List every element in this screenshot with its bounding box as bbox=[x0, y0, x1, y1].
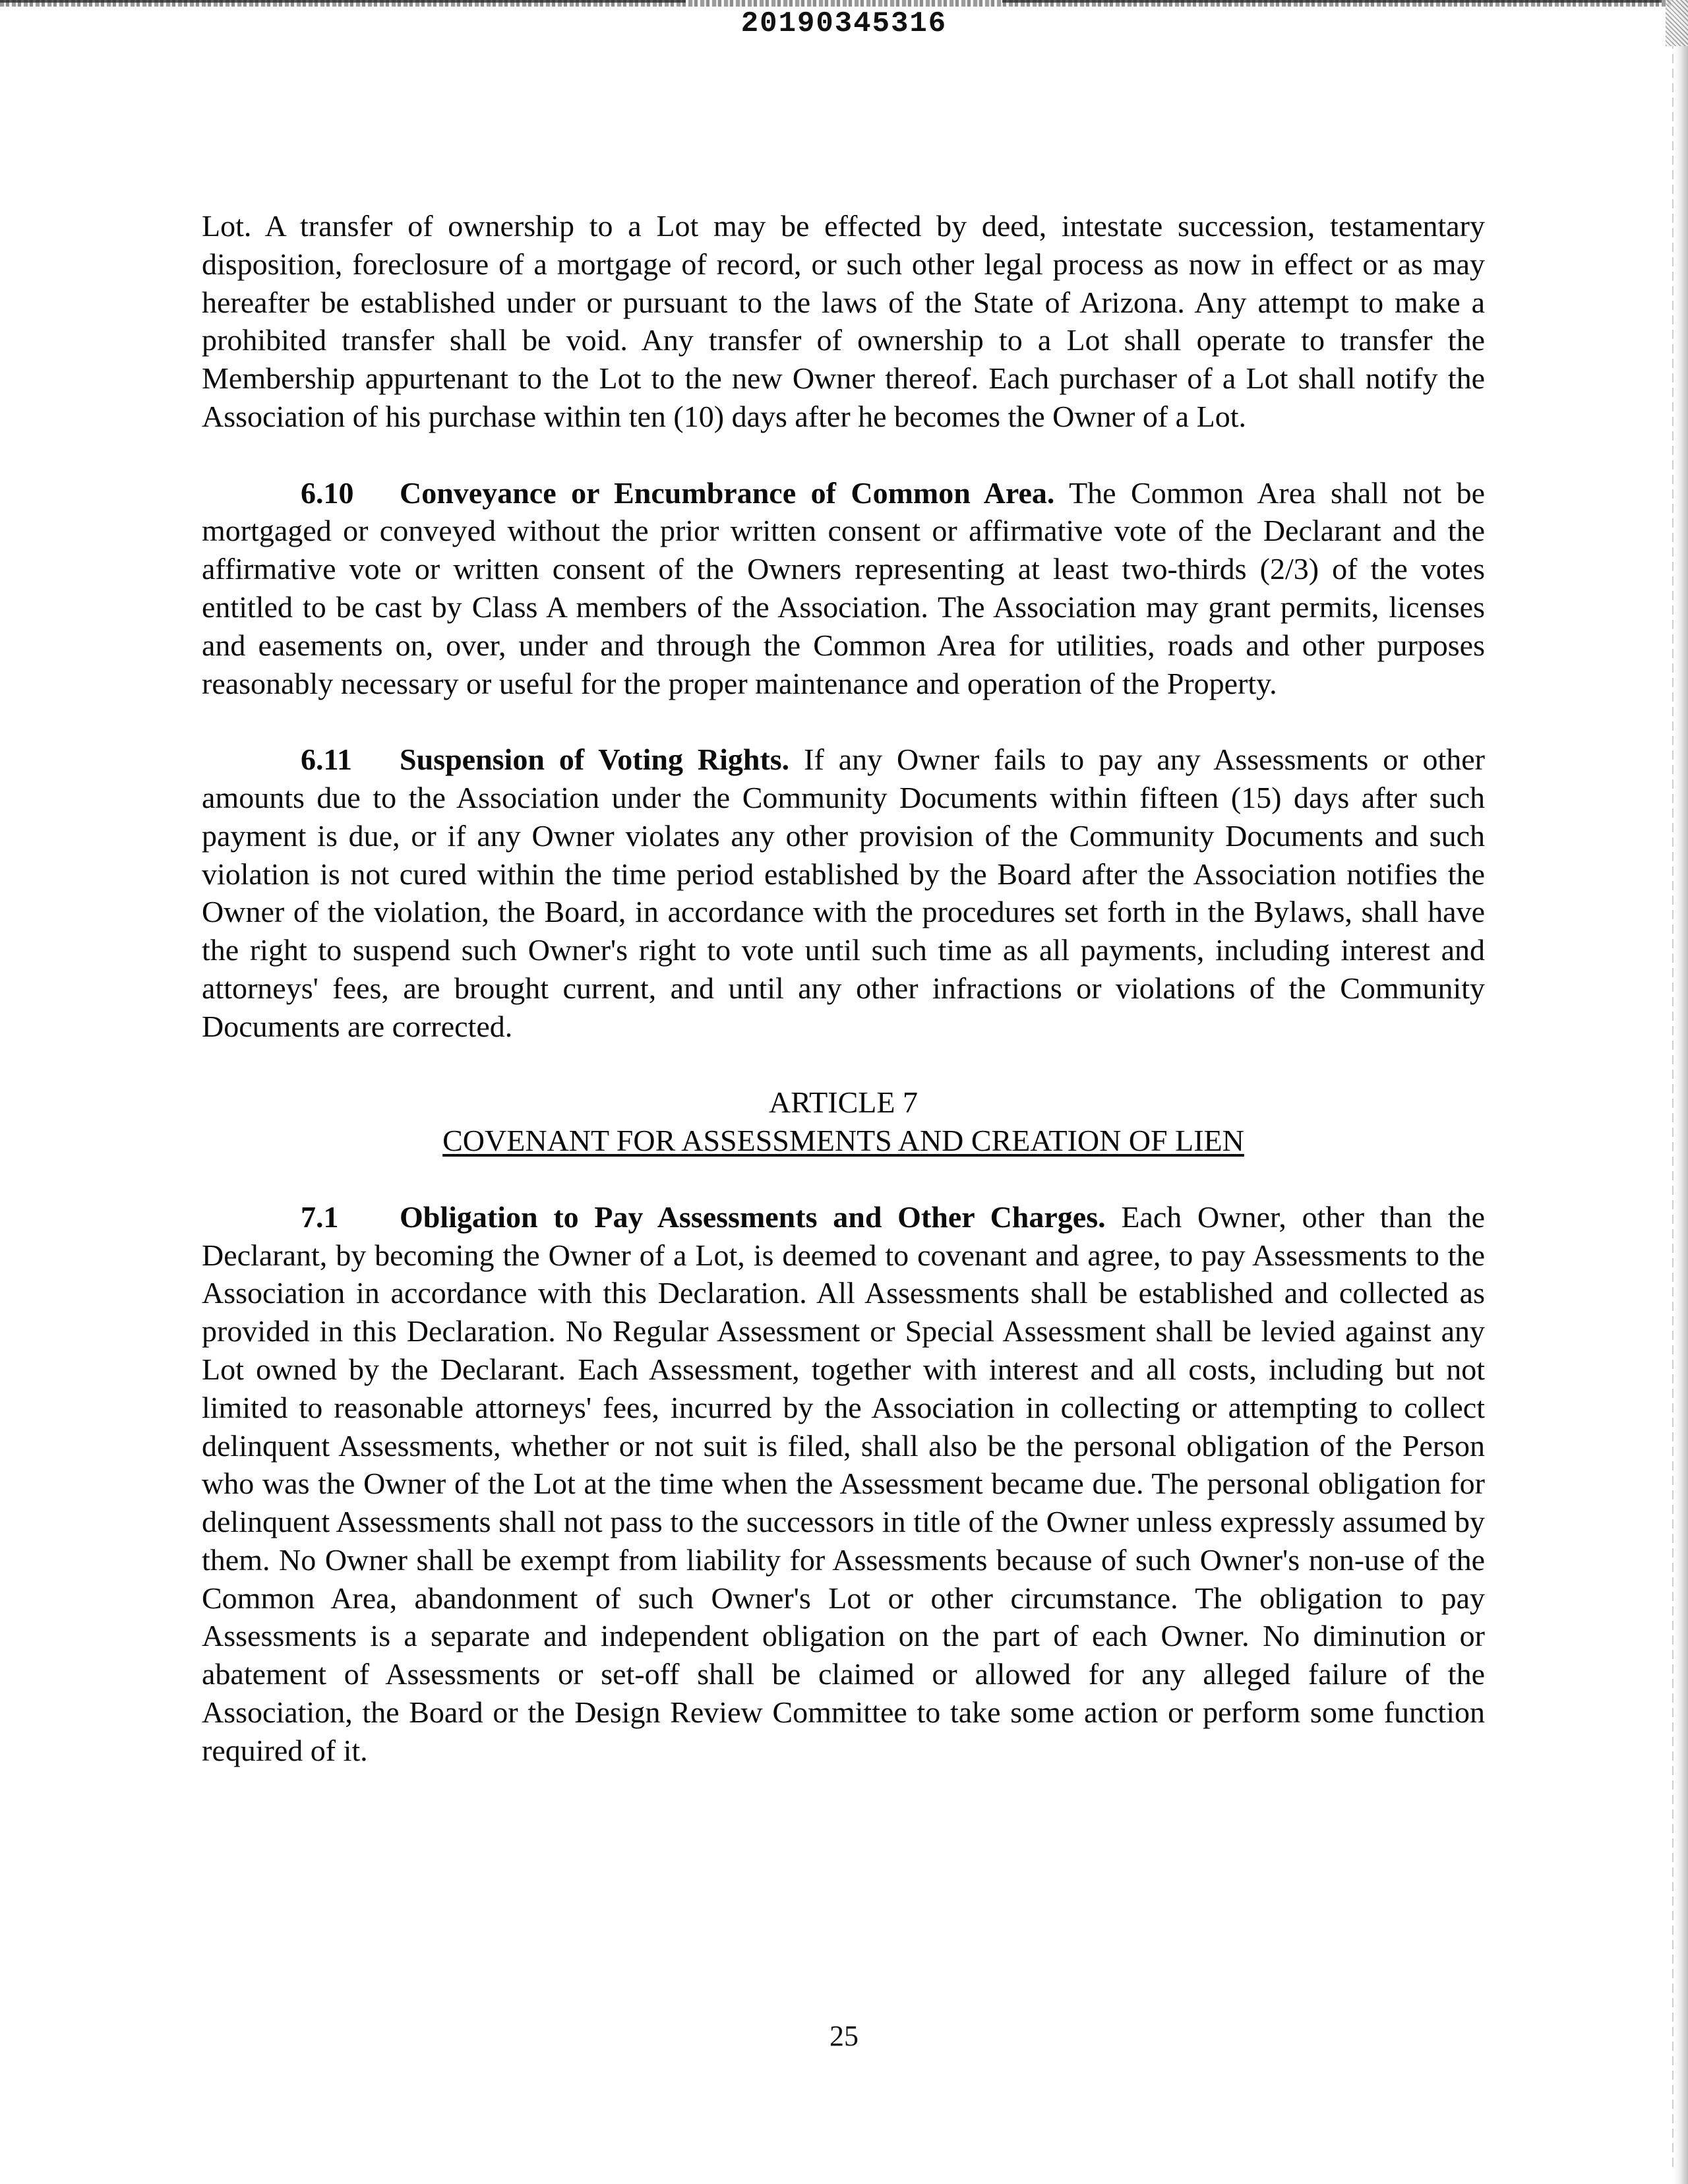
scan-artifact-right-line bbox=[1672, 40, 1673, 2169]
scan-artifact-line-right bbox=[1002, 0, 1662, 3]
section-6-11 bbox=[202, 741, 1485, 1045]
section-text: The Common Area shall not be mortgaged or conveyed without the prior written consent or affirmative vote of the Declarant and the affirmative vote or written consent of the Owners representing at least two-thirds (2/3) of the votes entitled to be cast by Class A members of the Association. The Association may grant permits, licenses and easements on, over, under and through the Common Area for utilities, roads and other purposes reasonably necessary or useful for the proper maintenance and operation of the Property. bbox=[202, 475, 1485, 700]
section-text: If any Owner fails to pay any Assessments or other amounts due to the Association under the Community Documents within fifteen (15) days after such payment is due, or if any Owner violates any other provision of the Community Documents and such violation is not cured within the time period established by the Board after the Association notifies the Owner of the violation, the Board, in accordance with the procedures set forth in the Bylaws, shall have the right to suspend such Owner's right to vote until such time as all payments, including interest and attorneys' fees, are brought current, and until any other infractions or violations of the Community Documents are corrected. bbox=[202, 743, 1485, 1043]
section-title: Conveyance or Encumbrance of Common Area. bbox=[400, 475, 1055, 510]
recording-number: 20190345316 bbox=[725, 7, 963, 41]
section-7-1 bbox=[202, 1198, 1485, 1770]
section-number: 7.1 bbox=[301, 1199, 339, 1234]
scan-artifact-corner bbox=[1666, 0, 1688, 46]
page-number: 25 bbox=[829, 2020, 859, 2052]
section-title: Obligation to Pay Assessments and Other Charges. bbox=[400, 1199, 1106, 1234]
section-text: Each Owner, other than the Declarant, by becoming the Owner of a Lot, is deemed to covenant and agree, to pay Assessments to the Association in accordance with this Declaration. All Assessments shall be established and collected as provided in this Declaration. No Regular Assessment or Special Assessment shall be levied against any Lot owned by the Declarant. Each Assessment, together with interest and all costs, including but not limited to reasonable attorneys' fees, incurred by the Association in collecting or attempting to collect delinquent Assessments, whether or not suit is filed, shall also be the personal obligation of the Person who was the Owner of the Lot at the time when the Assessment became due. The personal obligation for delinquent Assessments shall not pass to the successors in title of the Owner unless expressly assumed by them. No Owner shall be exempt from liability for Assessments because of such Owner's non-use of the Common Area, abandonment of such Owner's Lot or other circumstance. The obligation to pay Assessments is a separate and independent obligation on the part of each Owner. No diminution or abatement of Assessments or set-off shall be claimed or allowed for any alleged failure of the Association, the Board or the Design Review Committee to take some action or perform some function required of it. bbox=[202, 1199, 1486, 1767]
scan-artifact-right-edge bbox=[1673, 0, 1688, 2184]
document-page bbox=[202, 207, 1485, 1807]
scan-artifact-line-left bbox=[0, 0, 686, 3]
section-number: 6.10 bbox=[301, 475, 354, 510]
article-title: COVENANT FOR ASSESSMENTS AND CREATION OF LIEN bbox=[442, 1124, 1244, 1158]
section-number: 6.11 bbox=[301, 743, 352, 777]
section-title: Suspension of Voting Rights. bbox=[400, 743, 790, 777]
continuation-paragraph: Lot. A transfer of ownership to a Lot may be effected by deed, intestate succession, testamentary disposition, foreclosure of a mortgage of record, or such other legal process as now in effect or as may hereafter be established under or pursuant to the laws of the State of Arizona. Any attempt to make a prohibited transfer shall be void. Any transfer of ownership to a Lot shall operate to transfer the Membership appurtenant to the Lot to the new Owner thereof. Each purchaser of a Lot shall notify the Association of his purchase within ten (10) days after he becomes the Owner of a Lot. bbox=[202, 209, 1485, 433]
article-heading: ARTICLE 7 bbox=[769, 1085, 918, 1120]
section-6-10 bbox=[202, 474, 1485, 703]
